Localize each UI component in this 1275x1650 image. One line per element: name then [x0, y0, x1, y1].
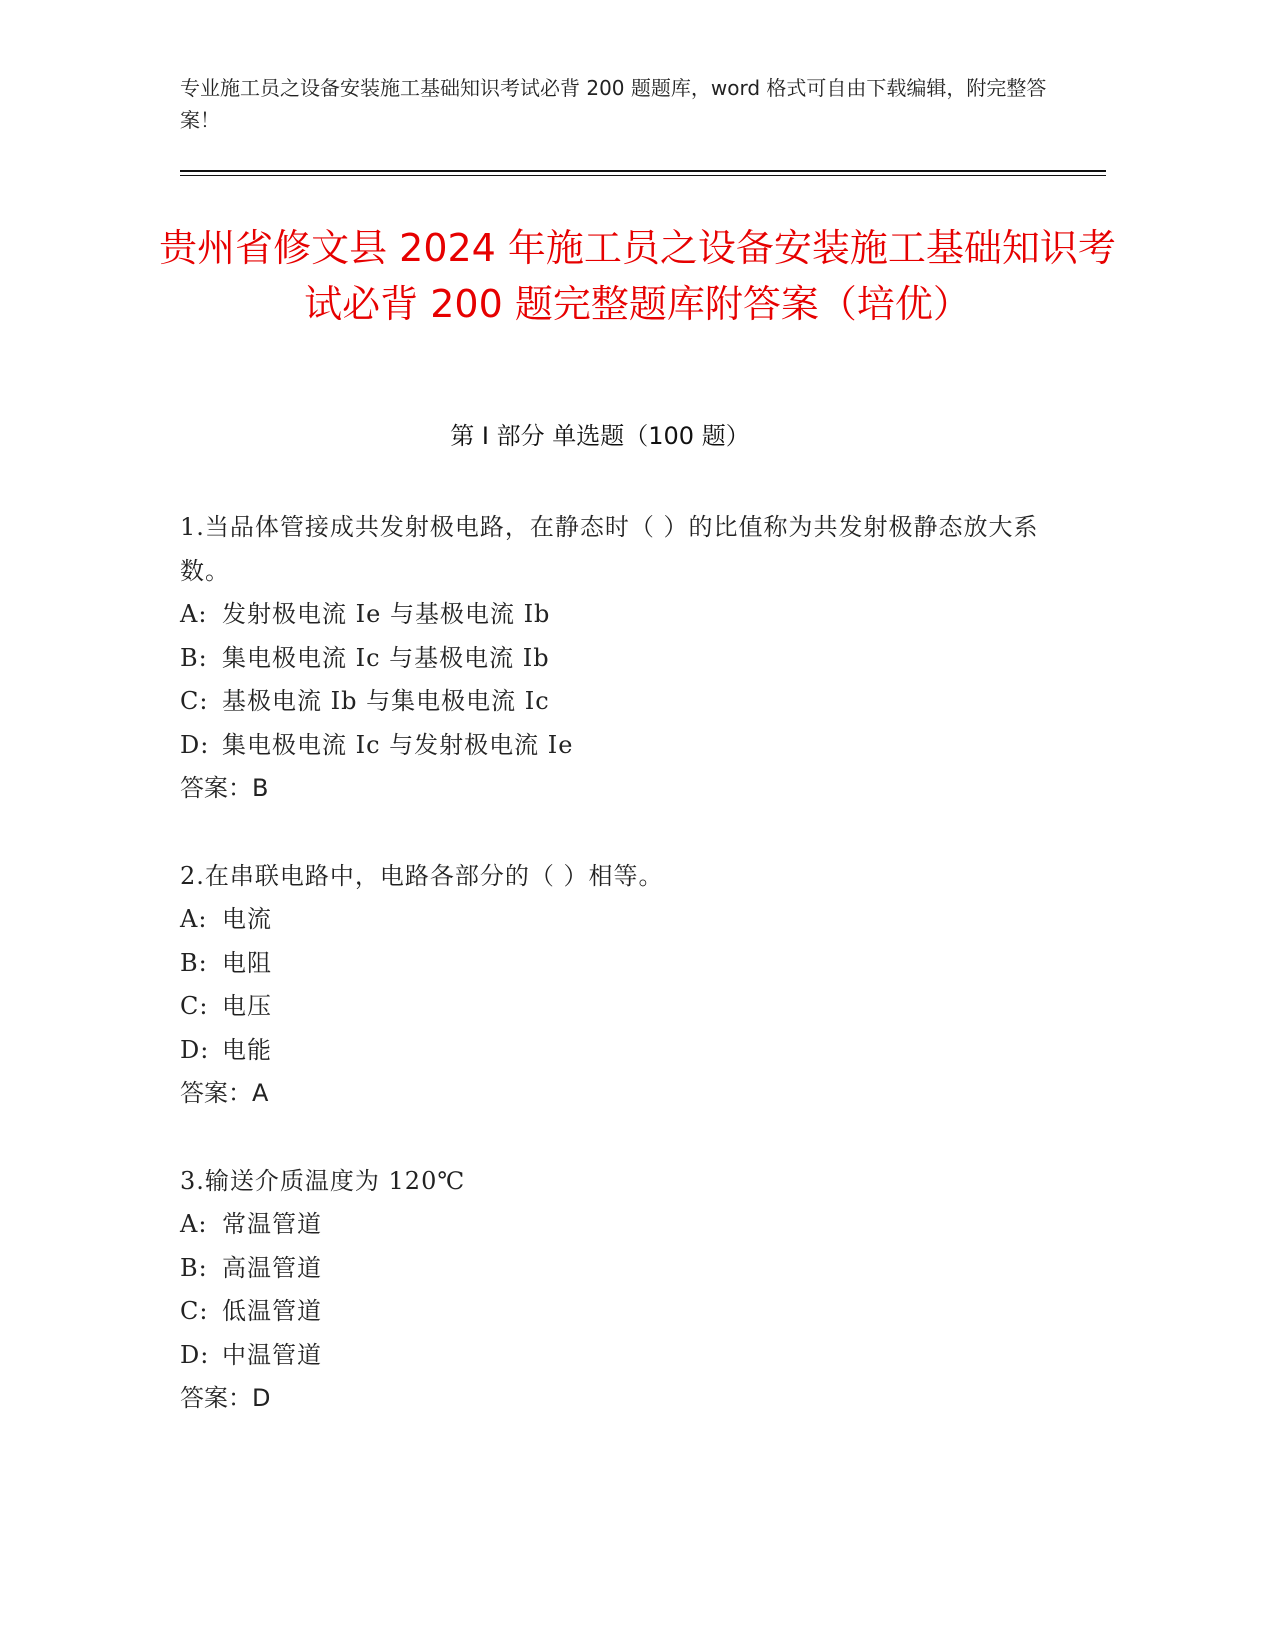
option-key: C: [180, 992, 209, 1020]
option-b [180, 942, 1040, 986]
question-stem: 3.输送介质温度为 120℃ [180, 1166, 466, 1195]
option-text: 发射极电流 Ie 与基极电流 Ib [222, 600, 551, 628]
option-c [180, 985, 1040, 1029]
option-key: D: [180, 1035, 210, 1064]
question-3 [180, 1160, 1040, 1421]
header-divider-thick [180, 170, 1106, 172]
option-text: 集电极电流 Ic 与基极电流 Ib [222, 643, 550, 672]
option-text: 电阻 [222, 948, 272, 977]
option-text: 常温管道 [222, 1210, 322, 1238]
question-list [180, 506, 1040, 1465]
option-b [180, 1247, 1040, 1291]
option-a [180, 593, 1040, 637]
section-heading: 第 I 部分 单选题（100 题） [450, 422, 750, 450]
answer-line: 答案：B [180, 774, 269, 802]
option-a [180, 898, 1040, 942]
option-key: C: [180, 687, 209, 715]
option-key: D: [180, 730, 210, 759]
option-key: C: [180, 1297, 209, 1325]
question-1 [180, 506, 1040, 811]
header-divider-thin [180, 175, 1106, 176]
option-key: A: [180, 1210, 208, 1238]
option-a [180, 1203, 1040, 1247]
option-b [180, 637, 1040, 681]
option-key: B: [180, 1253, 208, 1282]
option-text: 电能 [222, 1035, 272, 1064]
option-d [180, 1029, 1040, 1073]
option-text: 电流 [222, 905, 272, 933]
option-key: B: [180, 948, 208, 977]
question-stem: 2.在串联电路中，电路各部分的（ ）相等。 [180, 861, 664, 890]
option-text: 低温管道 [222, 1297, 322, 1325]
option-key: A: [180, 600, 208, 628]
option-key: D: [180, 1340, 210, 1369]
document-title: 贵州省修文县 2024 年施工员之设备安装施工基础知识考试必背 200 题完整题库附答案（培优） [159, 226, 1116, 326]
header-note: 专业施工员之设备安装施工基础知识考试必背 200 题题库，word 格式可自由下载编辑，附完整答案！ [180, 76, 1047, 132]
option-c [180, 1290, 1040, 1334]
option-key: A: [180, 905, 208, 933]
option-text: 高温管道 [222, 1253, 322, 1282]
answer-line: 答案：D [180, 1384, 271, 1412]
option-text: 电压 [222, 992, 272, 1020]
option-d [180, 1334, 1040, 1378]
question-2 [180, 855, 1040, 1116]
option-text: 基极电流 Ib 与集电极电流 Ic [222, 687, 550, 715]
option-text: 集电极电流 Ic 与发射极电流 Ie [222, 730, 574, 759]
option-c [180, 680, 1040, 724]
answer-line: 答案：A [180, 1079, 269, 1107]
question-stem: 1.当品体管接成共发射极电路，在静态时（ ）的比值称为共发射极静态放大系数。 [180, 513, 1039, 585]
option-d [180, 724, 1040, 768]
option-text: 中温管道 [222, 1340, 322, 1369]
option-key: B: [180, 643, 208, 672]
